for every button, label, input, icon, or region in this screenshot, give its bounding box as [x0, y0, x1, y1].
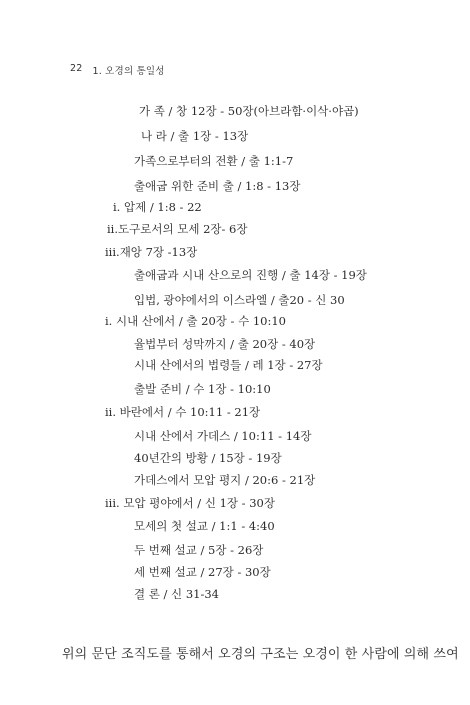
- outline-item: 세 번째 설교 / 27장 - 30장: [134, 565, 271, 579]
- outline-item: ii. 바란에서 / 수 10:11 - 21장: [105, 405, 261, 419]
- body-paragraph: 위의 문단 조직도를 통해서 오경의 구조는 오경이 한 사람에 의해 쓰여: [62, 647, 459, 662]
- outline-item: 모세의 첫 설교 / 1:1 - 4:40: [134, 519, 275, 533]
- outline-item: 가데스에서 모압 평지 / 20:6 - 21장: [134, 473, 316, 487]
- outline-item: 입법, 광야에서의 이스라엘 / 출20 - 신 30: [134, 293, 345, 307]
- outline-item: 출애굽 위한 준비 출 / 1:8 - 13장: [134, 179, 301, 193]
- outline-item: iii. 모압 평야에서 / 신 1장 - 30장: [105, 496, 275, 510]
- outline-item: iii.재앙 7장 -13장: [105, 245, 198, 259]
- outline-item: 40년간의 방황 / 15장 - 19장: [134, 451, 282, 465]
- outline-item: 나 라 / 출 1장 - 13장: [141, 129, 249, 143]
- outline-item: 시내 산에서의 법령들 / 레 1장 - 27장: [134, 358, 323, 372]
- running-header: [70, 63, 165, 77]
- outline-item: 출발 준비 / 수 1장 - 10:10: [134, 382, 271, 396]
- outline-item: 율법부터 성막까지 / 출 20장 - 40장: [134, 337, 316, 351]
- outline-item: 출애굽과 시내 산으로의 진행 / 출 14장 - 19장: [134, 268, 367, 282]
- outline-item: i. 압제 / 1:8 - 22: [113, 200, 202, 214]
- outline-item: i. 시내 산에서 / 출 20장 - 수 10:10: [105, 314, 286, 328]
- outline-item: ii.도구로서의 모세 2장- 6장: [107, 222, 248, 236]
- outline-item: 결 론 / 신 31-34: [134, 587, 219, 601]
- page-number: 22: [70, 63, 83, 74]
- outline-item: 시내 산에서 가데스 / 10:11 - 14장: [134, 429, 312, 443]
- chapter-title: 1. 오경의 통일성: [92, 66, 165, 77]
- outline-item: 가족으로부터의 전환 / 출 1:1-7: [134, 154, 294, 168]
- outline-item: 두 번째 설교 / 5장 - 26장: [134, 543, 264, 557]
- outline-item: 가 족 / 창 12장 - 50장(아브라함·이삭·야곱): [139, 104, 359, 118]
